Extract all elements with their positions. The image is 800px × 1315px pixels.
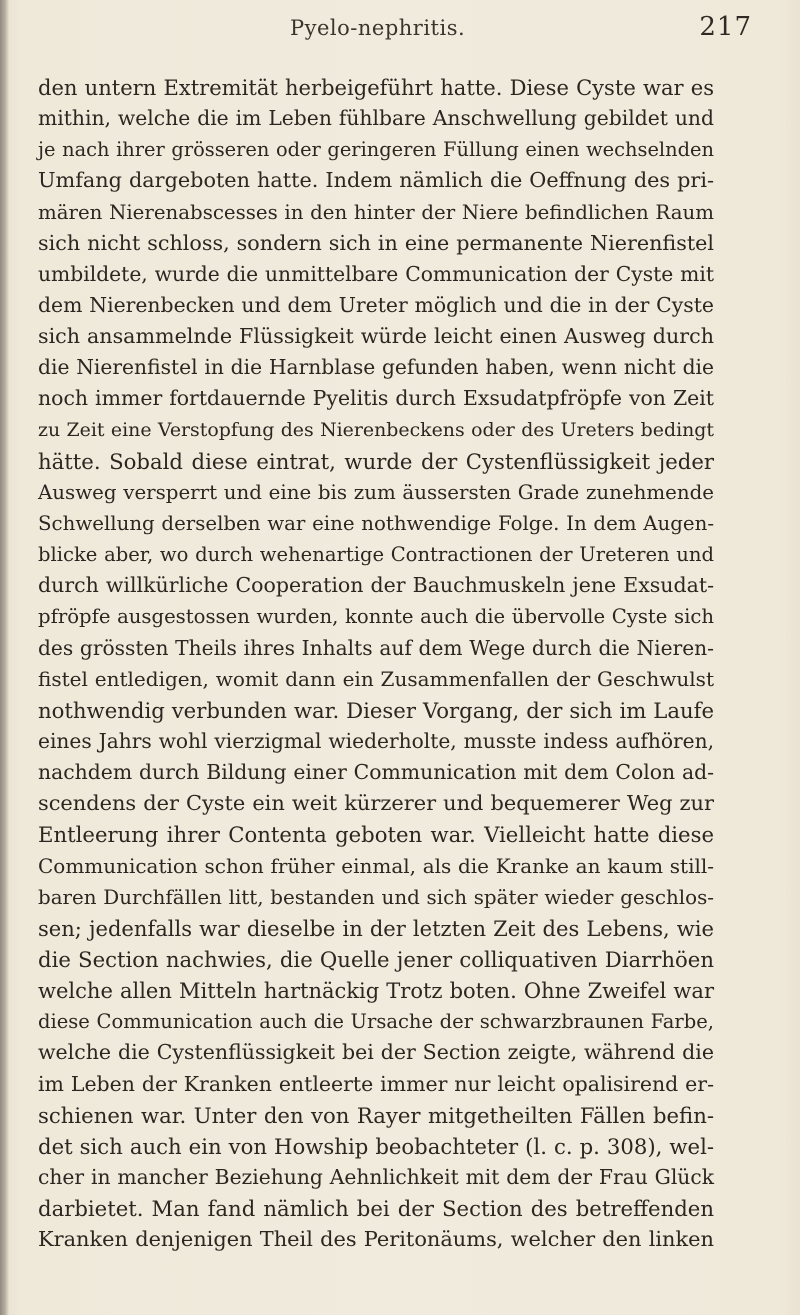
text-line: blicke aber, wo durch wehenartige Contractionen der Ureteren und bbox=[38, 543, 714, 567]
page-header bbox=[36, 14, 752, 54]
text-line: Communication schon früher einmal, als die Kranke an kaum still- bbox=[38, 853, 714, 878]
text-line: eines Jahrs wohl vierzigmal wiederholte, musste indess aufhören, bbox=[38, 728, 714, 753]
text-line: durch willkürliche Cooperation der Bauchmuskeln jene Exsudat- bbox=[38, 573, 714, 598]
text-line: Kranken denjenigen Theil des Peritonäums, welcher den linken bbox=[38, 1227, 714, 1252]
text-line: hätte. Sobald diese eintrat, wurde der Cystenflüssigkeit jeder bbox=[38, 448, 714, 474]
text-line: mären Nierenabscesses in den hinter der Niere befindlichen Raum bbox=[38, 200, 714, 224]
text-line: sich ansammelnde Flüssigkeit würde leicht einen Ausweg durch bbox=[38, 324, 714, 349]
text-line: det sich auch ein von Howship beobachteter (l. c. p. 308), wel- bbox=[38, 1133, 714, 1159]
text-line: scendens der Cyste ein weit kürzerer und bequemerer Weg zur bbox=[38, 791, 714, 816]
text-line: die Nierenfistel in die Harnblase gefunden haben, wenn nicht die bbox=[38, 355, 714, 380]
text-line: zu Zeit eine Verstopfung des Nierenbeckens oder des Ureters bedingt bbox=[38, 418, 714, 441]
binding-gutter bbox=[0, 0, 9, 1315]
text-line: Schwellung derselben war eine nothwendige Folge. In dem Augen- bbox=[38, 511, 714, 535]
text-line: welche die Cystenflüssigkeit bei der Section zeigte, während die bbox=[38, 1040, 714, 1065]
text-line: welche allen Mitteln hartnäckig Trotz boten. Ohne Zweifel war bbox=[38, 978, 714, 1004]
body-text bbox=[38, 72, 714, 1255]
text-line: Entleerung ihrer Contenta geboten war. Vielleicht hatte diese bbox=[38, 822, 714, 848]
text-line: dem Nierenbecken und dem Ureter möglich und die in der Cyste bbox=[38, 292, 714, 317]
text-line: nachdem durch Bildung einer Communication mit dem Colon ad- bbox=[38, 760, 714, 785]
text-line: schienen war. Unter den von Rayer mitgetheilten Fällen befin- bbox=[38, 1102, 714, 1128]
page-number: 217 bbox=[699, 12, 752, 42]
text-line: je nach ihrer grösseren oder geringeren Füllung einen wechselnden bbox=[38, 138, 714, 162]
text-line: pfröpfe ausgestossen wurden, konnte auch die übervolle Cyste sich bbox=[38, 605, 714, 629]
text-line: noch immer fortdauernde Pyelitis durch Exsudatpfröpfe von Zeit bbox=[38, 386, 714, 411]
text-line: nothwendig verbunden war. Dieser Vorgang, der sich im Laufe bbox=[38, 697, 714, 723]
text-line: den untern Extremität herbeigeführt hatte. Diese Cyste war es bbox=[38, 75, 714, 100]
text-line: Ausweg versperrt und eine bis zum äussersten Grade zunehmende bbox=[38, 480, 714, 504]
text-line: die Section nachwies, die Quelle jener colliquativen Diarrhöen bbox=[38, 946, 714, 972]
text-line: fistel entledigen, womit dann ein Zusammenfallen der Geschwulst bbox=[38, 666, 714, 691]
text-line: mithin, welche die im Leben fühlbare Anschwellung gebildet und bbox=[38, 106, 714, 131]
text-line: sen; jedenfalls war dieselbe in der letzten Zeit des Lebens, wie bbox=[38, 915, 714, 941]
text-line: Umfang dargeboten hatte. Indem nämlich die Oeffnung des pri- bbox=[38, 168, 714, 193]
text-line: diese Communication auch die Ursache der schwarzbraunen Farbe, bbox=[38, 1010, 714, 1034]
text-line: darbietet. Man fand nämlich bei der Section des betreffenden bbox=[38, 1196, 714, 1222]
text-line: im Leben der Kranken entleerte immer nur leicht opalisirend er- bbox=[38, 1071, 714, 1096]
text-line: sich nicht schloss, sondern sich in eine permanente Nierenfistel bbox=[38, 230, 714, 255]
text-line: des grössten Theils ihres Inhalts auf dem Wege durch die Nieren- bbox=[38, 635, 714, 660]
running-head: Pyelo-nephritis. bbox=[290, 16, 466, 40]
text-line: cher in mancher Beziehung Aehnlichkeit mit dem der Frau Glück bbox=[38, 1164, 714, 1189]
text-line: baren Durchfällen litt, bestanden und sich später wieder geschlos- bbox=[38, 885, 714, 909]
text-line: umbildete, wurde die unmittelbare Communication der Cyste mit bbox=[38, 261, 714, 286]
